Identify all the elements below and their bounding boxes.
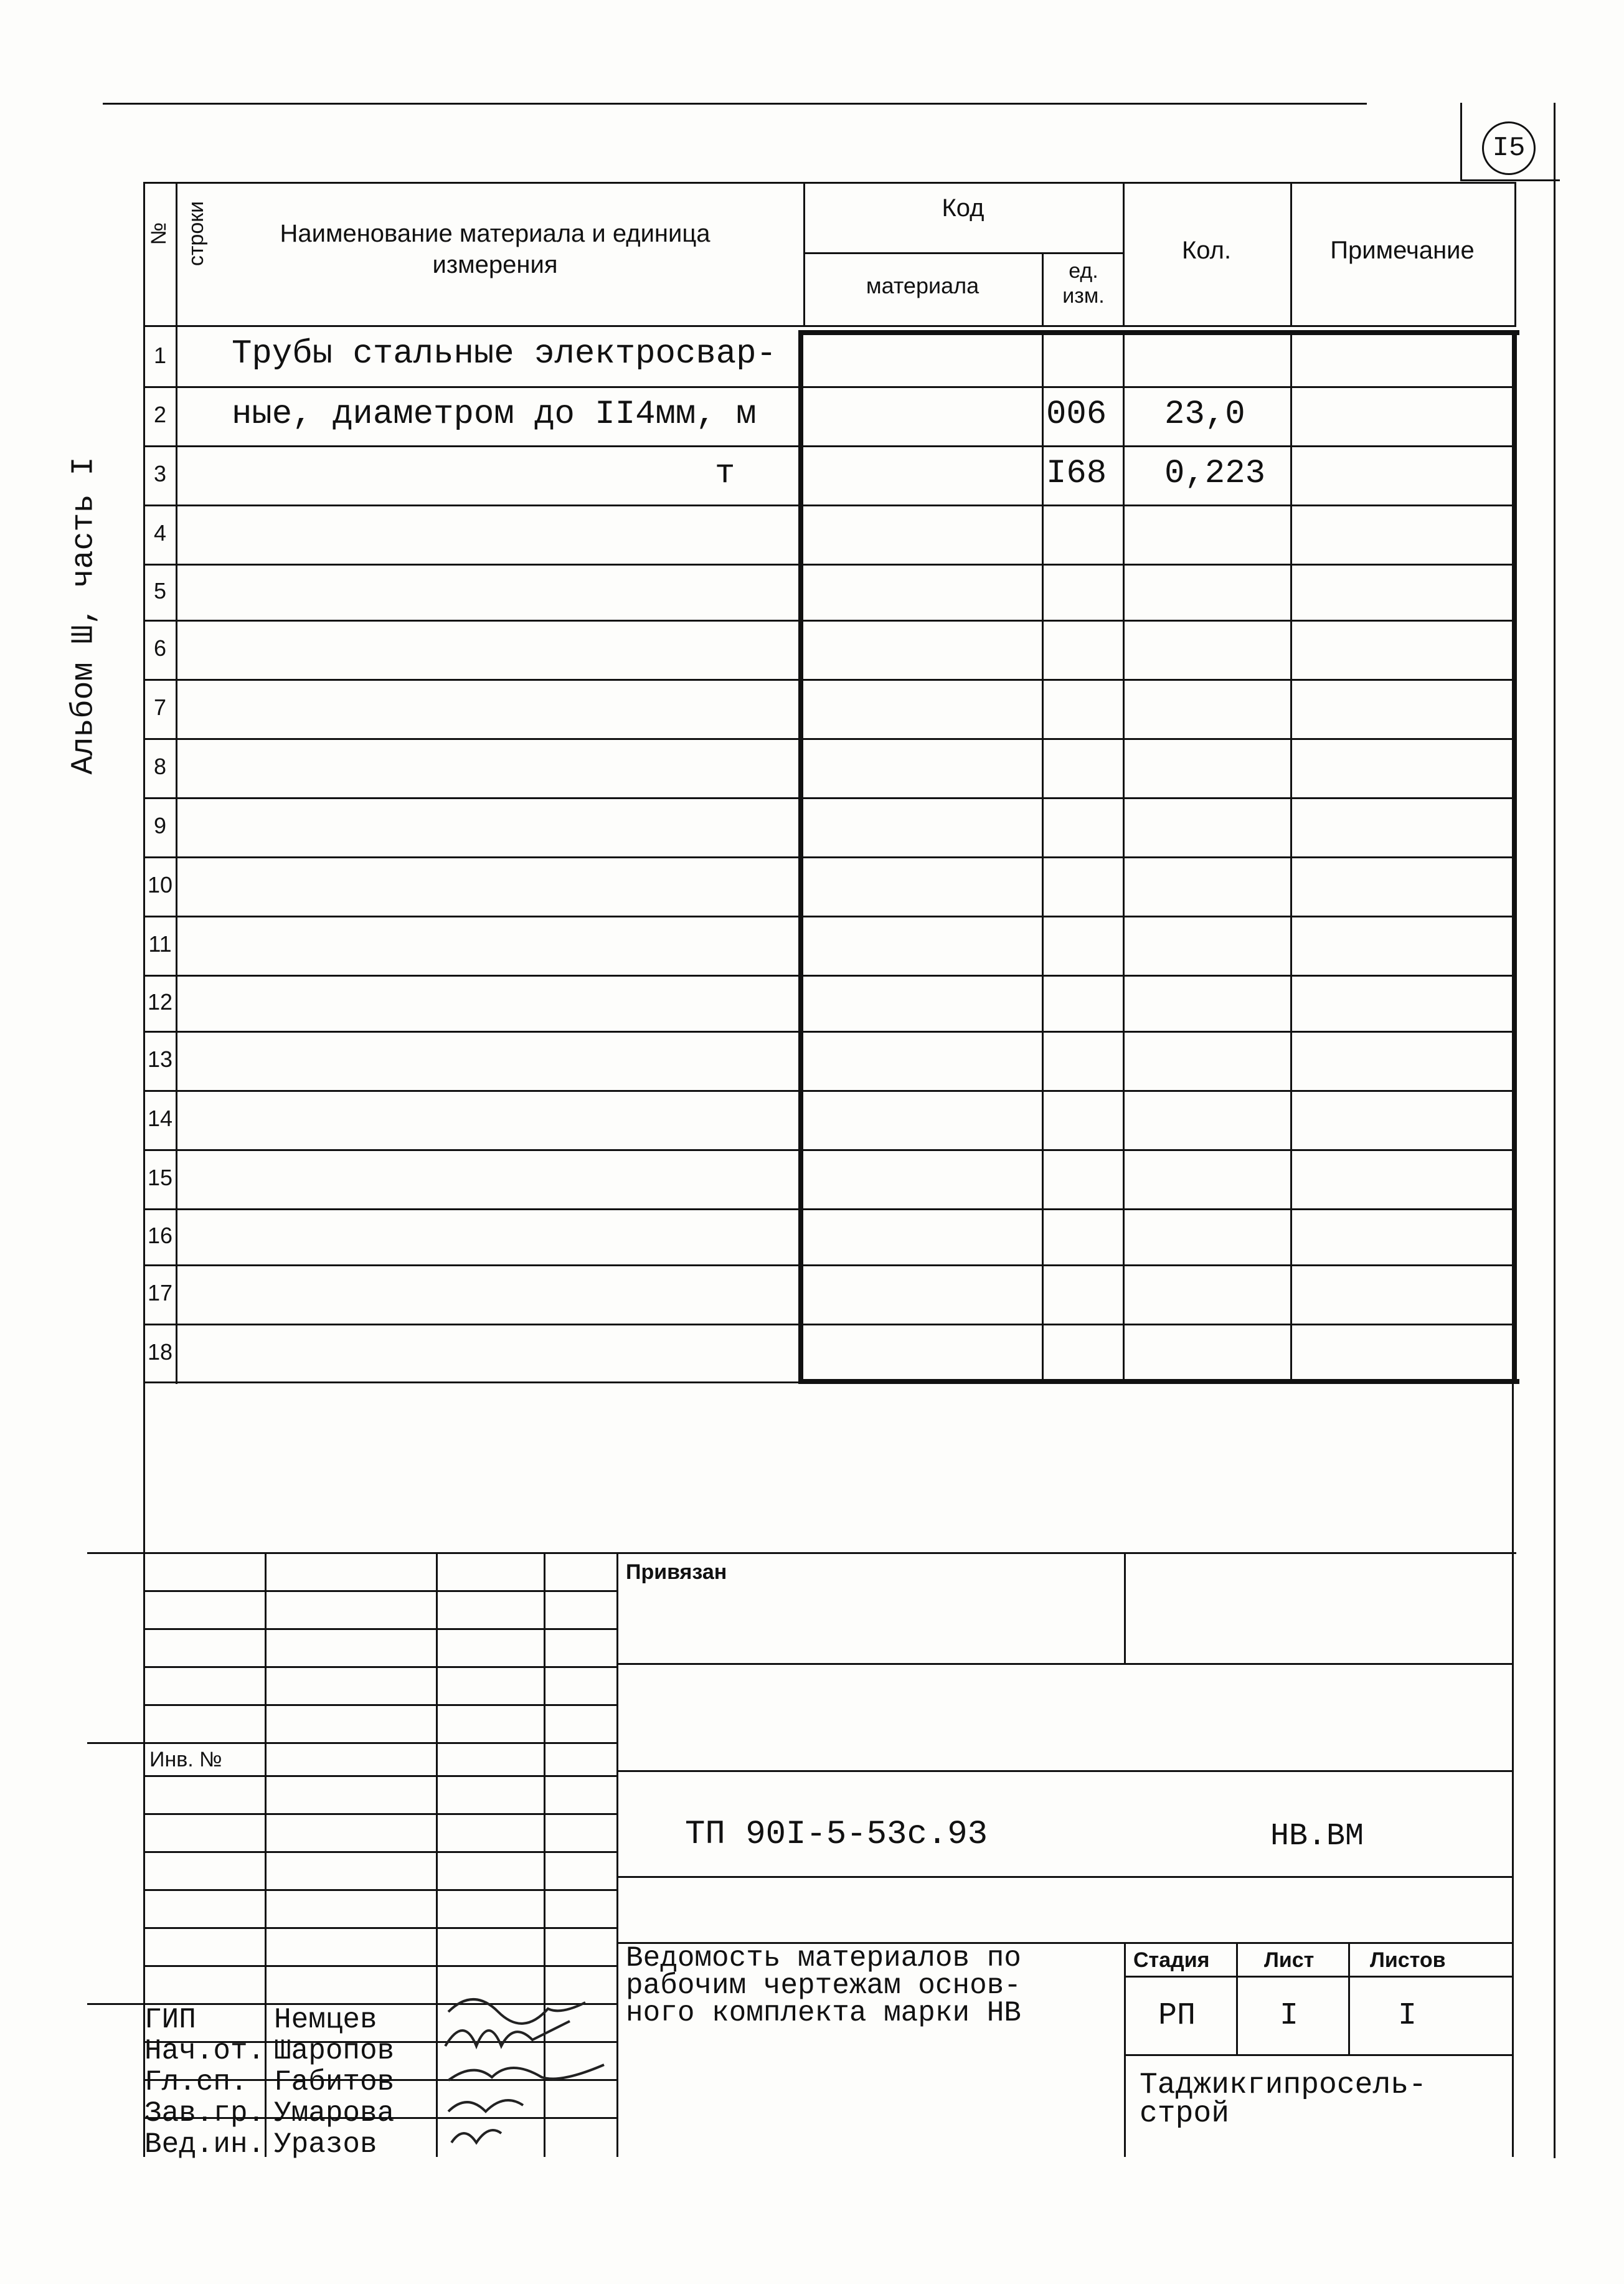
row-quantity: 0,223 [1164, 455, 1266, 493]
right-frame-line [1554, 103, 1556, 2158]
stage-label: Стадия [1133, 1948, 1210, 1972]
signature-role: ГИП [144, 2004, 196, 2036]
signature-names [274, 2004, 394, 2160]
row-line [176, 1090, 1514, 1092]
stamp-col [1124, 1942, 1126, 2157]
row-line [176, 1031, 1514, 1033]
stamp-row [143, 1666, 616, 1668]
row-line [176, 856, 1514, 858]
row-number: 4 [153, 520, 167, 546]
bound-label: Привязан [626, 1560, 727, 1584]
row-number: 6 [153, 635, 167, 661]
stamp-row [616, 1876, 1513, 1878]
signature-name: Немцев [274, 2004, 377, 2036]
rownum-col-border [176, 182, 177, 1384]
organization-line: строй [1140, 2097, 1230, 2131]
table-bottom-border [143, 1381, 800, 1383]
top-rule [103, 103, 1367, 105]
stamp-row [143, 1889, 616, 1891]
rownum-line [143, 679, 176, 681]
rownum-line [143, 1090, 176, 1092]
rownum-line [143, 738, 176, 740]
stamp-row [1124, 1976, 1513, 1978]
stamp-row [143, 1927, 616, 1929]
header-code: Код [942, 194, 984, 222]
row-number: 7 [153, 694, 167, 720]
header-row-number: № строки [147, 201, 208, 267]
header-col-divider [1042, 252, 1044, 325]
stamp-col [1236, 1942, 1238, 2054]
row-unit-code: I68 [1046, 455, 1107, 493]
rownum-line [143, 1264, 176, 1266]
rownum-line [143, 1031, 176, 1033]
sheet-number-frame [1460, 103, 1462, 181]
row-quantity: 23,0 [1164, 396, 1245, 434]
row-number: 3 [153, 461, 167, 486]
rownum-line [143, 620, 176, 622]
row-line [176, 738, 1514, 740]
stamp-right-border [1512, 1381, 1514, 2157]
header-note: Примечание [1330, 237, 1475, 264]
header-quantity: Кол. [1181, 237, 1232, 264]
header-col-divider [1514, 182, 1516, 325]
signature-name: Шаропов [274, 2035, 395, 2067]
rownum-line [143, 564, 176, 566]
row-number: 14 [147, 1106, 173, 1131]
row-number: 11 [148, 931, 172, 957]
row-line [176, 797, 1514, 799]
sheet-number-frame-bottom [1460, 179, 1560, 181]
album-caption: Альбом Ш, часть I [66, 457, 102, 775]
stamp-row [143, 1590, 616, 1592]
rownum-line [143, 1324, 176, 1325]
row-line [176, 620, 1514, 622]
doc-title-line: Ведомость материалов по [626, 1942, 1021, 1974]
stamp-row [143, 1851, 616, 1853]
doc-title [626, 1942, 1021, 2029]
row-line [176, 1264, 1514, 1266]
row-name: т [715, 455, 735, 493]
signature-roles [144, 2004, 265, 2160]
stamp-row [143, 1813, 616, 1815]
row-number: 1 [153, 343, 167, 368]
stage-value: РП [1158, 1998, 1196, 2034]
inv-label: Инв. № [149, 1748, 222, 1771]
row-line [176, 1324, 1514, 1325]
row-line [176, 975, 1514, 977]
stamp-col [616, 1552, 618, 2157]
doc-title-line: рабочим чертежам основ- [626, 1969, 1021, 2002]
row-number: 2 [153, 402, 167, 427]
rownum-line [143, 1149, 176, 1151]
stamp-row [1124, 2054, 1513, 2056]
code-subheader-line [803, 252, 1123, 254]
organization [1140, 2068, 1427, 2131]
stamp-row [616, 1663, 1513, 1665]
rownum-line [143, 916, 176, 917]
stamp-row [616, 1770, 1513, 1772]
signature-name: Умарова [274, 2097, 395, 2130]
stamp-col [1348, 1942, 1350, 2054]
row-number: 5 [153, 578, 167, 604]
rownum-line [143, 386, 176, 388]
row-number: 9 [153, 813, 167, 838]
row-unit-code: 006 [1046, 396, 1107, 434]
stamp-col [1124, 1552, 1126, 1663]
row-number: 17 [147, 1280, 173, 1305]
stamp-row [143, 1775, 616, 1777]
doc-title-line: ного комплекта марки НВ [626, 1997, 1021, 2029]
stamp-col [265, 1552, 267, 2157]
rownum-line [143, 505, 176, 506]
row-number: 15 [147, 1165, 173, 1190]
row-line [176, 386, 1514, 388]
row-name: ные, диаметром до II4мм, м [232, 396, 757, 434]
row-number: 8 [153, 754, 167, 779]
sheets-label: Листов [1370, 1948, 1446, 1972]
row-number: 12 [147, 989, 173, 1015]
row-line [176, 916, 1514, 917]
organization-line: Таджикгипросель- [1140, 2068, 1427, 2102]
row-line [176, 505, 1514, 506]
row-number: 10 [147, 872, 173, 898]
header-code-material: материала [866, 273, 980, 298]
row-name: Трубы стальные электросвар- [232, 335, 777, 373]
header-name: Наименование материала и единица измерения [280, 220, 710, 278]
rownum-line [143, 797, 176, 799]
sheet-label: Лист [1264, 1948, 1315, 1972]
row-line [176, 445, 1514, 447]
signature-name: Габитов [274, 2066, 395, 2098]
doc-mark: НВ.ВМ [1270, 1819, 1364, 1854]
rownum-line [143, 856, 176, 858]
stamp-row [143, 1965, 616, 1967]
signature-role: Вед.ин. [144, 2128, 265, 2161]
row-number: 13 [147, 1046, 173, 1072]
rownum-line [143, 1208, 176, 1210]
signature-name: Уразов [274, 2128, 377, 2161]
body-bottom-thick [798, 1379, 1519, 1384]
sheet-number: I5 [1482, 121, 1536, 175]
row-line [176, 679, 1514, 681]
doc-code: ТП 90I-5-53с.93 [685, 1816, 988, 1854]
signature-role: Нач.от. [144, 2035, 265, 2067]
rownum-line [143, 445, 176, 447]
header-bottom-border [143, 325, 1516, 327]
stamp-row [143, 1704, 616, 1706]
signature-role: Гл.сп. [144, 2066, 248, 2098]
stamp-top-border [87, 1552, 1516, 1554]
row-line [176, 1149, 1514, 1151]
header-code-unit: ед. изм. [1062, 259, 1105, 308]
rownum-line [143, 975, 176, 977]
row-line [176, 564, 1514, 566]
sheets-value: I [1398, 1998, 1417, 2034]
row-number: 18 [147, 1339, 173, 1365]
body-top-thick [798, 330, 1519, 335]
row-line [176, 1208, 1514, 1210]
row-number: 16 [147, 1223, 173, 1248]
stamp-row [143, 1628, 616, 1630]
signature-role: Зав.гр. [144, 2097, 265, 2130]
handwritten-signatures [436, 1987, 610, 2155]
stamp-row [87, 1742, 616, 1744]
table-top-border [143, 182, 1516, 184]
sheet-value: I [1280, 1998, 1299, 2034]
